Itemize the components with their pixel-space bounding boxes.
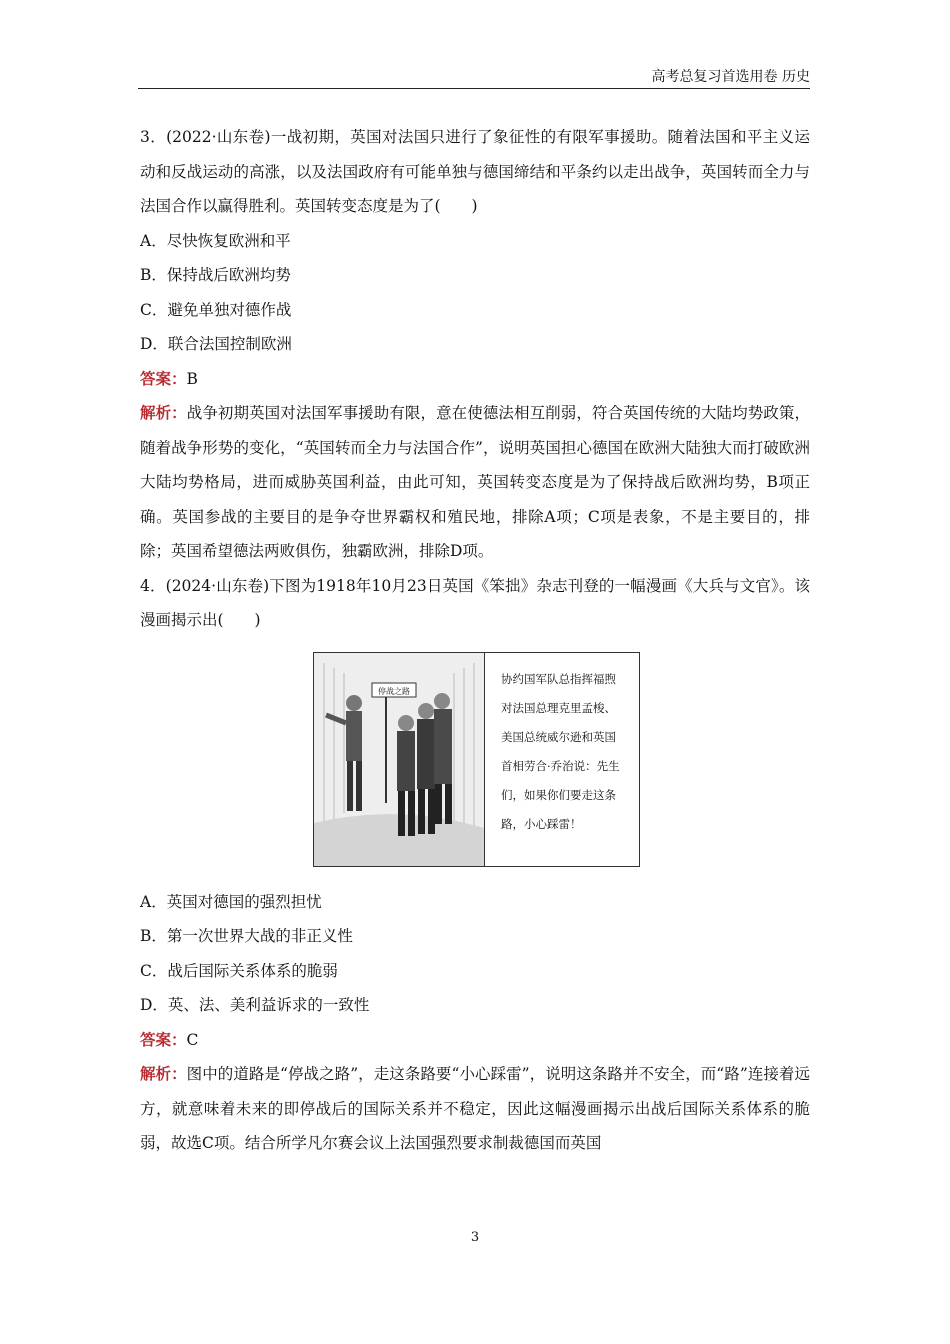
q4-analysis <box>140 1057 810 1161</box>
q4-answer-label: 答案： <box>140 1029 187 1049</box>
page-number: 3 <box>470 1230 480 1245</box>
q4-option-a: A．英国对德国的强烈担忧 <box>140 892 322 911</box>
page-content <box>140 120 810 1161</box>
cartoon-caption: 协约国军队总指挥福煦对法国总理克里孟梭、美国总统威尔逊和英国首相劳合·乔治说：先生们，如果你们要走这条路，小心踩雷！ <box>501 671 620 831</box>
cartoon-drawing <box>314 653 484 866</box>
q4-answer-value: C <box>186 1030 199 1049</box>
q3-option-a: A．尽快恢复欧洲和平 <box>140 231 291 250</box>
q4-analysis-label: 解析： <box>140 1064 187 1083</box>
q3-analysis <box>140 396 810 569</box>
cartoon-image <box>314 653 485 866</box>
sign-text: 停战之路 <box>378 686 410 696</box>
q3-stem: 3．(2022·山东卷)一战初期，英国对法国只进行了象征性的有限军事援助。随着法国和平主义运动和反战运动的高涨，以及法国政府有可能单独与德国缔结和平条约以走出战争，英国转而全力与法国合作以赢得胜利。英国转变态度是为了( ) <box>140 128 810 215</box>
q4-option-b: B．第一次世界大战的非正义性 <box>140 927 353 945</box>
q3-answer <box>140 362 810 397</box>
q3-answer-label: 答案： <box>140 368 187 388</box>
q3-analysis-label: 解析： <box>140 403 187 422</box>
page-header <box>138 66 810 89</box>
q3-option-b: B．保持战后欧洲均势 <box>140 266 291 284</box>
q4-analysis-text: 图中的道路是“停战之路”，走这条路要“小心踩雷”，说明这条路并不安全，而“路”连接着远方，就意味着未来的即停战后的国际关系并不稳定，因此这幅漫画揭示出战后国际关系体系的脆弱，故选C项。结合所学凡尔赛会议上法国强烈要求制裁德国而英国 <box>140 1065 810 1152</box>
q4-answer <box>140 1023 810 1058</box>
q3-analysis-text: 战争初期英国对法国军事援助有限，意在使德法相互削弱，符合英国传统的大陆均势政策，随着战争形势的变化，“英国转而全力与法国合作”，说明英国担心德国在欧洲大陆独大而打破欧洲大陆均势格局，进而威胁英国利益，由此可知，英国转变态度是为了保持战后欧洲均势，B项正确。英国参战的主要目的是争夺世界霸权和殖民地，排除A项；C项是表象，不是主要目的，排除；英国希望德法两败俱伤，独霸欧洲，排除D项。 <box>140 404 810 560</box>
header-title: 高考总复习首选用卷 历史 <box>651 69 810 85</box>
q4-stem: 4．(2024·山东卷)下图为1918年10月23日英国《笨拙》杂志刊登的一幅漫画《大兵与文官》。该漫画揭示出( ) <box>140 576 810 629</box>
q4-option-c: C．战后国际关系体系的脆弱 <box>140 961 338 980</box>
q3-option-c: C．避免单独对德作战 <box>140 300 292 319</box>
q3-answer-value: B <box>186 369 198 388</box>
q4-option-d: D．英、法、美利益诉求的一致性 <box>140 996 370 1014</box>
cartoon-figure <box>313 652 640 867</box>
q3-option-d: D．联合法国控制欧洲 <box>140 335 292 353</box>
